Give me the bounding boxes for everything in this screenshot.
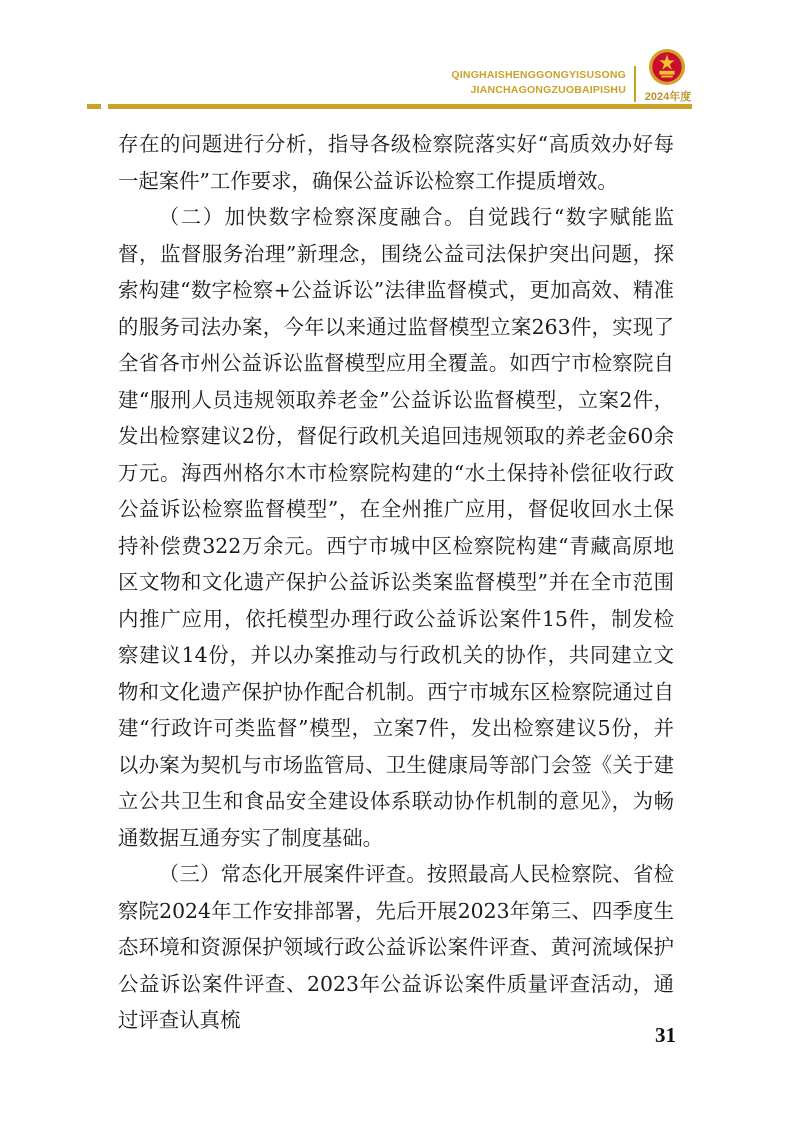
section-heading-2: （二）加快数字检察深度融合。 bbox=[158, 205, 467, 229]
header-rule-accent bbox=[87, 104, 101, 109]
paragraph-2-text: 自觉践行“数字赋能监督，监督服务治理”新理念，围绕公益司法保护突出问题，探索构建“数字检察+公益诉讼”法律监督模式，更加高效、精准的服务司法办案，今年以来通过监督模型立案263件，实现了全省各市州公益诉讼监督模型应用全覆盖。如西宁市检察院自建“服刑人员违规领取养老金”公益诉讼监督模型，立案2件，发出检察建议2份，督促行政机关追回违规领取的养老金60余万元。海西州格尔木市检察院构建的“水土保持补偿征收行政公益诉讼检察监督模型”，在全州推广应用，督促收回水土保持补偿费322万余元。西宁市城中区检察院构建“青藏高原地区文物和文化遗产保护公益诉讼类案监督模型”并在全市范围内推广应用，依托模型办理行政公益诉讼案件15件，制发检察建议14份，并以办案推动与行政机关的协作，共同建立文物和文化遗产保护协作配合机制。西宁市城东区检察院通过自建“行政许可类监督”模型，立案7件，发出检察建议5份，并以办案为契机与市场监管局、卫生健康局等部门会签《关于建立公共卫生和食品安全建设体系联动协作机制的意见》，为畅通数据互通夯实了制度基础。 bbox=[118, 205, 674, 850]
header-rule bbox=[108, 104, 692, 109]
header-pinyin-line-1: QINGHAISHENGGONGYISUSONG bbox=[451, 69, 626, 81]
page-body bbox=[118, 126, 674, 1039]
paragraph-1: 存在的问题进行分析，指导各级检察院落实好“高质效办好每一起案件”工作要求，确保公益诉讼检察工作提质增效。 bbox=[118, 132, 674, 193]
header-pinyin-title bbox=[451, 68, 626, 98]
paragraph-3 bbox=[118, 856, 674, 1039]
page-number: 31 bbox=[655, 1023, 676, 1047]
procuratorate-emblem-icon bbox=[648, 48, 686, 86]
paragraph-3-text: 按照最高人民检察院、省检察院2024年工作安排部署，先后开展2023年第三、四季度生态环境和资源保护领域行政公益诉讼案件评查、黄河流域保护公益诉讼案件评查、2023年公益诉讼案件质量评查活动，通过评查认真梳 bbox=[118, 862, 675, 1032]
paragraph-2 bbox=[118, 199, 674, 856]
header-divider bbox=[634, 66, 636, 102]
header-pinyin-line-2: JIANCHAGONGZUOBAIPISHU bbox=[470, 84, 626, 96]
header-year: 2024年度 bbox=[644, 91, 692, 103]
section-heading-3: （三）常态化开展案件评查。 bbox=[158, 862, 427, 886]
